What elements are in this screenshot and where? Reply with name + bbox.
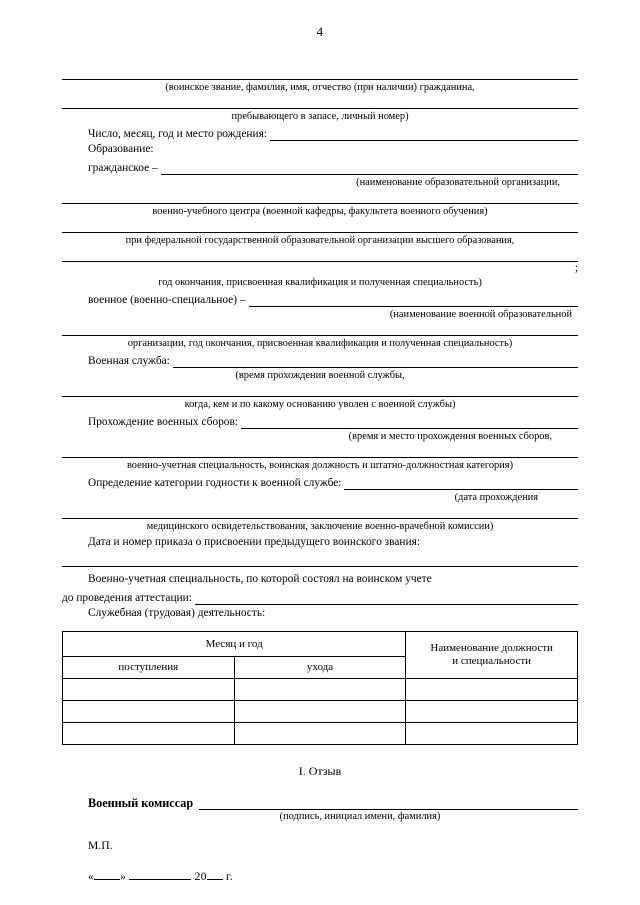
cell-leave[interactable]: [234, 679, 406, 701]
field-rank-name-line[interactable]: [62, 66, 578, 80]
row-vus-record-2: [62, 588, 578, 605]
row-birth: [62, 124, 578, 141]
cell-leave[interactable]: [234, 701, 406, 723]
date-quote-open: «: [88, 870, 95, 884]
service-table: [62, 631, 578, 745]
cell-entry[interactable]: [63, 679, 235, 701]
label-education: Образование:: [88, 143, 154, 155]
cell-entry[interactable]: [63, 701, 235, 723]
row-fitness: [62, 473, 578, 490]
field-federal-org-line[interactable]: [62, 219, 578, 233]
row-military-education: [62, 290, 578, 307]
field-month[interactable]: [129, 868, 191, 880]
caption-reserve: пребывающего в запасе, личный номер): [231, 111, 409, 122]
cell-position[interactable]: [406, 679, 578, 701]
field-vus-line[interactable]: [62, 444, 578, 458]
caption-dismissal: когда, кем и по какому основанию уволен с военной службы): [184, 399, 456, 410]
semicolon-mark: ;: [574, 262, 578, 274]
table-row[interactable]: [63, 723, 578, 745]
caption-year-qual: год окончания, присвоенная квалификация и полученная специальность): [158, 277, 482, 288]
field-reserve-line[interactable]: [62, 95, 578, 109]
caption-vus: военно-учетная специальность, воинская должность и штатно-должностная категория): [126, 460, 514, 471]
field-year[interactable]: [207, 868, 223, 880]
caption-rank-name: (воинское звание, фамилия, имя, отчество (при наличии) гражданина,: [165, 82, 475, 93]
row-military-service: [62, 351, 578, 368]
label-work: Служебная (трудовая) деятельность:: [88, 607, 266, 619]
caption-mil-center: военно-учебного центра (военной кафедры, факультета военного обучения): [152, 206, 488, 217]
date-year-prefix: 20: [194, 870, 207, 884]
cell-position[interactable]: [406, 723, 578, 745]
page-number: 4: [316, 24, 324, 39]
label-vus-record-2: до проведения аттестации:: [62, 592, 192, 604]
header-position-line2: и специальности: [452, 655, 532, 667]
table-header-row-1: [63, 632, 578, 657]
caption-service-time: (время прохождения военной службы,: [235, 370, 405, 381]
caption-federal-org: при федеральной государственной образовательной организации высшего образования,: [125, 235, 515, 246]
label-military-service: Военная служба:: [88, 355, 170, 367]
header-leave: ухода: [234, 657, 406, 679]
table-row[interactable]: [63, 701, 578, 723]
form-body: [62, 40, 578, 883]
caption-edu-org: (наименование образовательной организации,: [356, 177, 560, 188]
header-position-line1: Наименование должности: [430, 642, 553, 655]
cell-entry[interactable]: [63, 723, 235, 745]
caption-signature: (подпись, инициал имени, фамилия): [279, 811, 441, 823]
label-training: Прохождение военных сборов:: [88, 416, 239, 428]
table-row[interactable]: [63, 679, 578, 701]
caption-exam-date: (дата прохождения: [454, 492, 538, 503]
header-month-year: Месяц и год: [63, 632, 406, 657]
field-military-service[interactable]: [173, 354, 578, 368]
caption-org-year-qual: организации, год окончания, присвоенная квалификация и полученная специальность): [127, 338, 513, 349]
field-mil-center-line[interactable]: [62, 190, 578, 204]
label-order: Дата и номер приказа о присвоении предыдущего воинского звания:: [88, 536, 420, 548]
field-birth[interactable]: [270, 127, 578, 141]
field-year-qual-line[interactable]: [62, 248, 578, 262]
stamp-place: М.П.: [88, 839, 113, 853]
caption-training-time: (время и место прохождения военных сборов,: [348, 431, 552, 442]
field-vus-record[interactable]: [195, 591, 578, 605]
cell-position[interactable]: [406, 701, 578, 723]
header-entry: поступления: [63, 657, 235, 679]
cell-leave[interactable]: [234, 723, 406, 745]
label-fitness: Определение категории годности к военной службе:: [88, 477, 342, 489]
label-vus-record-1: Военно-учетная специальность, по которой состоял на воинском учете: [88, 573, 432, 585]
label-commissar: Военный комиссар: [88, 795, 194, 810]
field-day[interactable]: [94, 868, 120, 880]
field-training[interactable]: [241, 415, 578, 429]
date-quote-close: »: [120, 870, 127, 884]
label-civil-education: гражданское –: [88, 162, 158, 174]
row-civil-education: [62, 158, 578, 175]
field-dismissal-line[interactable]: [62, 383, 578, 397]
date-suffix: г.: [226, 870, 233, 884]
caption-med-exam: медицинского освидетельствования, заключение военно-врачебной комиссии): [146, 521, 494, 532]
field-commissar-signature[interactable]: [199, 794, 578, 810]
field-org-year-qual-line[interactable]: [62, 322, 578, 336]
label-military-education: военное (военно-специальное) –: [88, 294, 246, 306]
row-date: [62, 852, 578, 883]
row-commissar: [62, 790, 578, 810]
label-birth: Число, месяц, год и место рождения:: [88, 128, 268, 140]
field-civil-education[interactable]: [161, 161, 578, 175]
caption-mil-edu-org: (наименование военной образовательной: [389, 309, 572, 320]
header-position: [406, 632, 578, 679]
field-military-education[interactable]: [249, 293, 578, 307]
field-order-line[interactable]: [62, 553, 578, 567]
field-med-exam-line[interactable]: [62, 505, 578, 519]
row-training: [62, 412, 578, 429]
section-title-review: I. Отзыв: [298, 764, 342, 778]
field-fitness[interactable]: [344, 476, 578, 490]
